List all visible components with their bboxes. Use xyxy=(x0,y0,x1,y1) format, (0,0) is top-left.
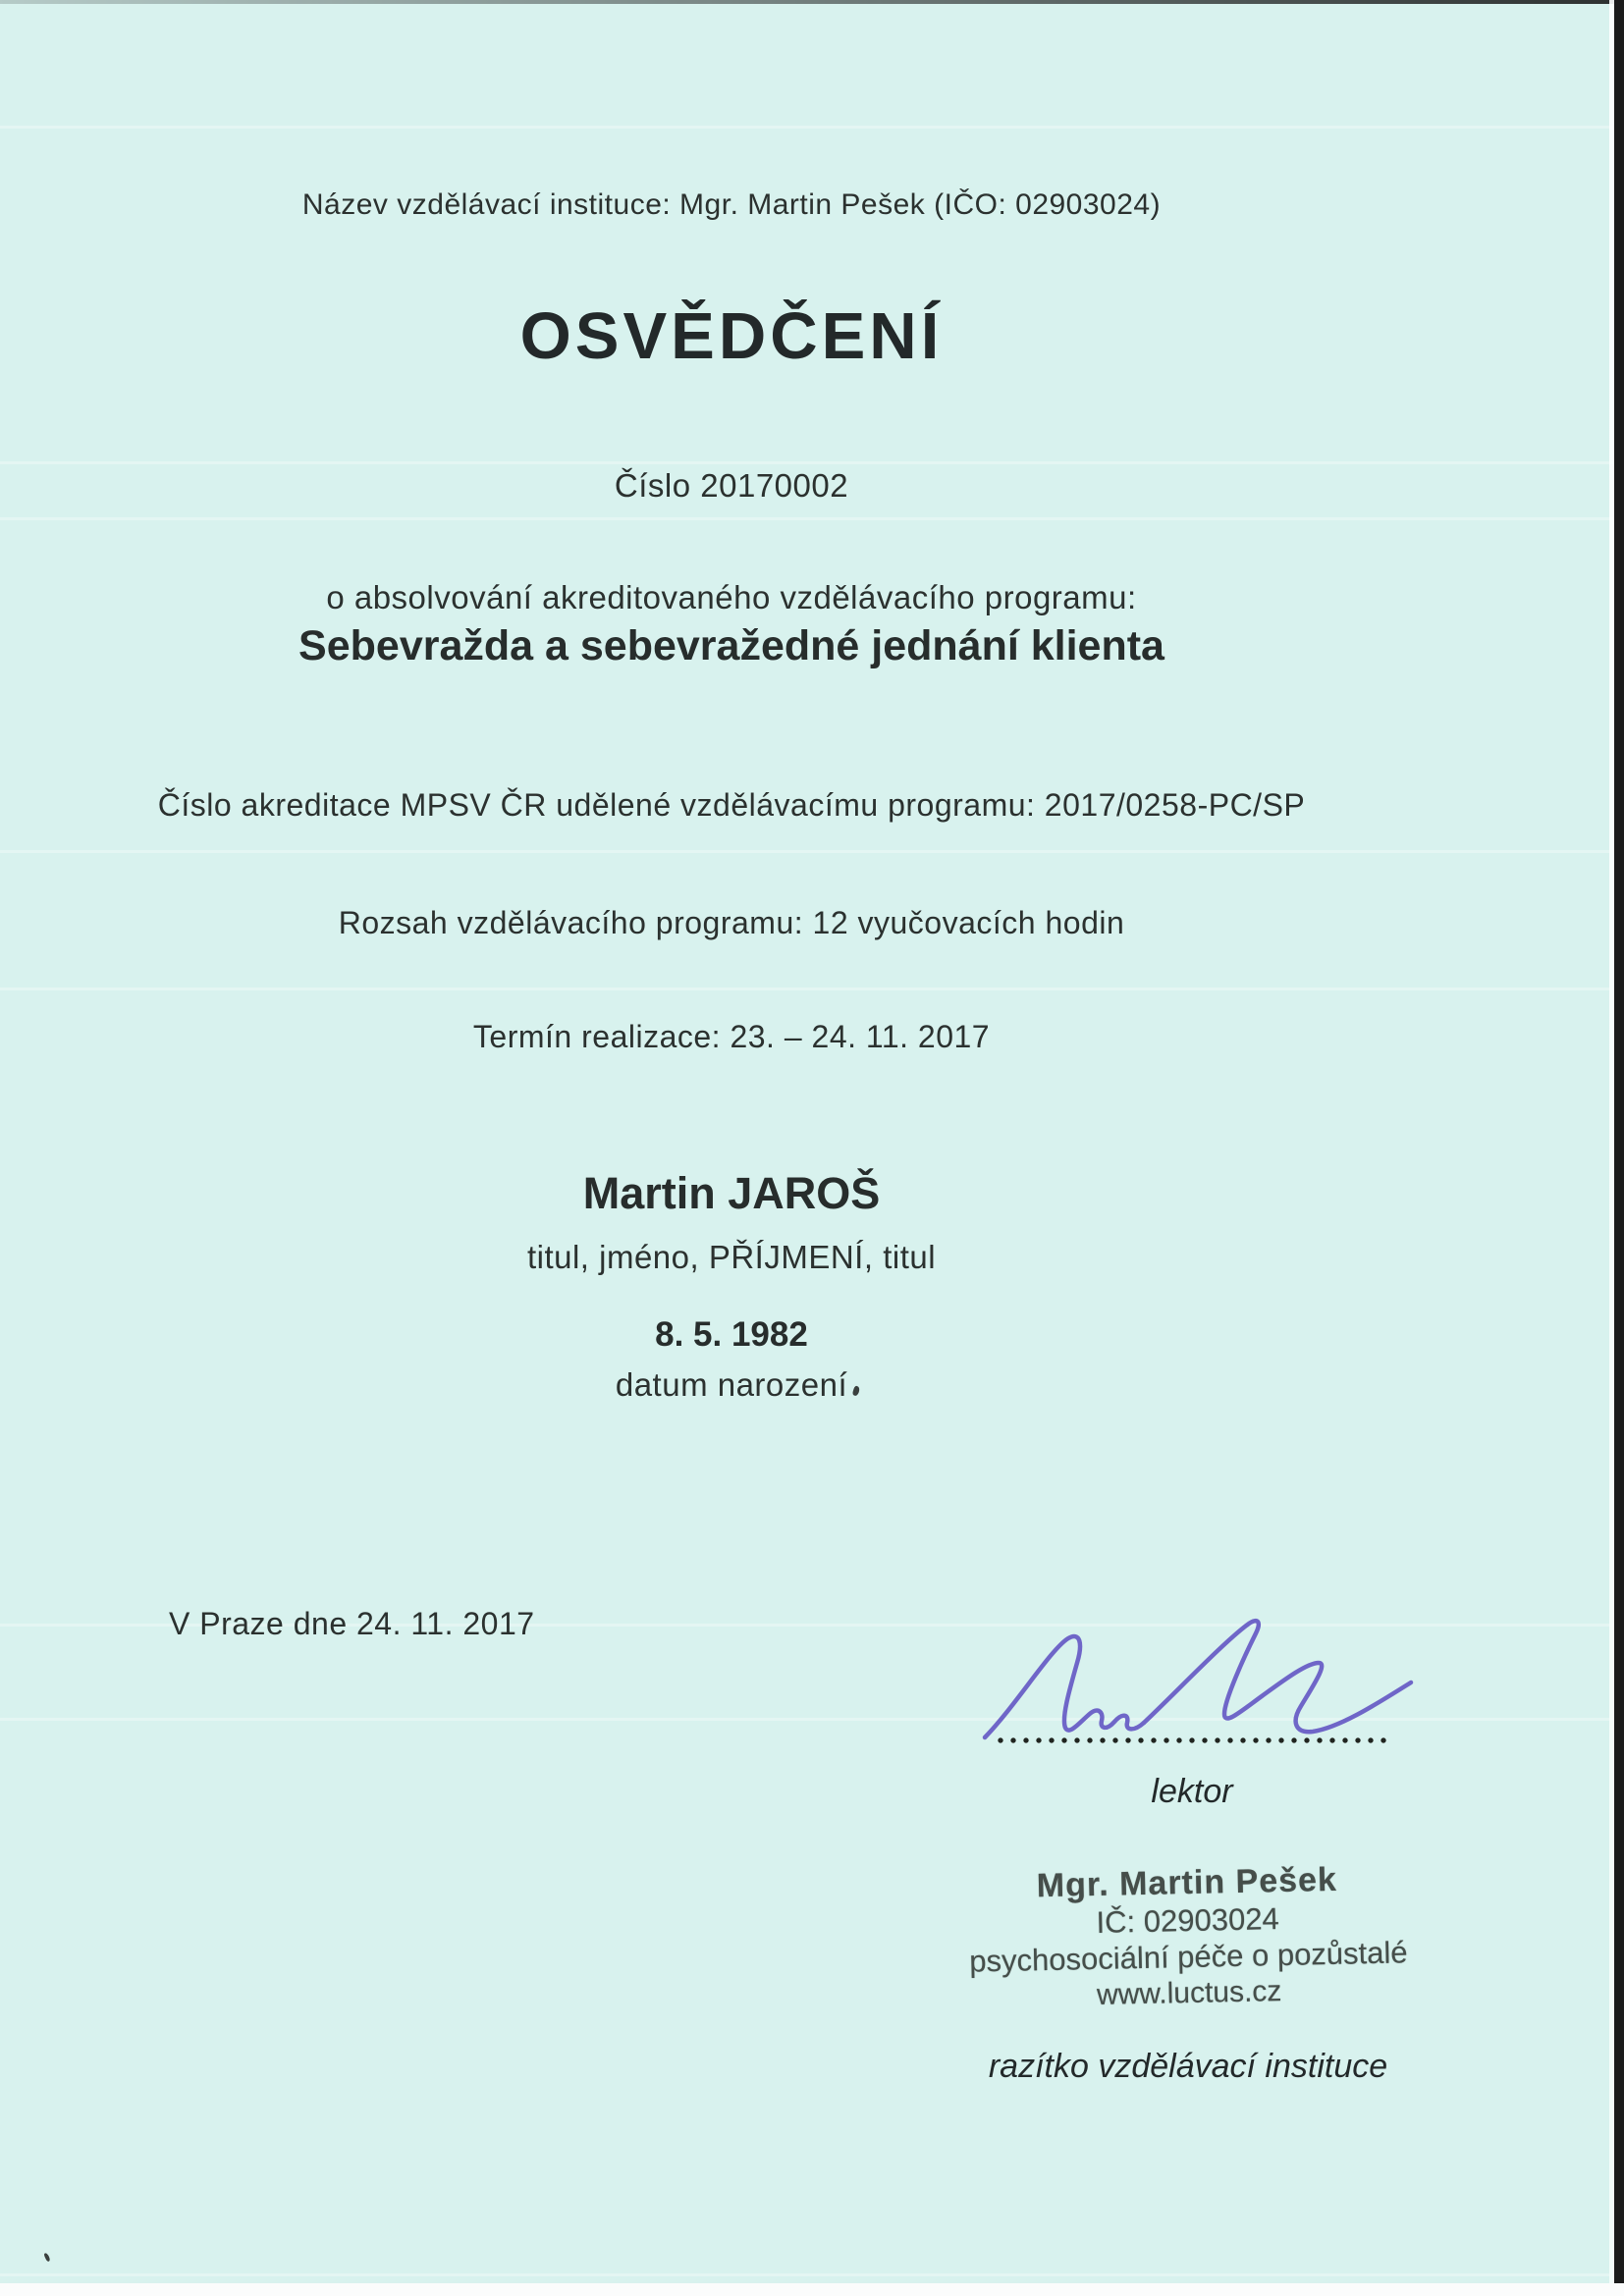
institution-header: Název vzdělávací instituce: Mgr. Martin Pešek (IČO: 02903024) xyxy=(301,188,1162,221)
stamp-description: psychosociální péče o pozůstalé xyxy=(968,1935,1408,1979)
scan-right-edge xyxy=(1614,0,1624,2296)
scan-line xyxy=(0,126,1624,129)
signature-dotted-line xyxy=(998,1737,1386,1743)
scan-line xyxy=(0,461,1624,464)
participant-birth-caption: datum narození xyxy=(615,1366,848,1403)
scan-line xyxy=(0,2273,1624,2276)
scan-line xyxy=(0,850,1624,853)
scan-bottom-strip xyxy=(0,2283,1624,2296)
scan-line xyxy=(0,517,1624,520)
realization-date-line: Termín realizace: 23. – 24. 11. 2017 xyxy=(472,1019,991,1054)
signature-role-label: lektor xyxy=(1151,1773,1233,1810)
scope-line: Rozsah vzdělávacího programu: 12 vyučovacích hodin xyxy=(338,905,1125,940)
participant-name: Martin JAROŠ xyxy=(582,1168,881,1218)
stamp-name: Mgr. Martin Pešek xyxy=(1036,1860,1338,1905)
certificate-number: Číslo 20170002 xyxy=(614,467,849,504)
institution-stamp xyxy=(931,1858,1444,2017)
program-name: Sebevražda a sebevražedné jednání klienta xyxy=(298,622,1164,669)
stamp-ic: IČ: 02903024 xyxy=(1096,1901,1280,1940)
issue-place-date: V Praze dne 24. 11. 2017 xyxy=(169,1606,535,1641)
certificate-title: OSVĚDČENÍ xyxy=(519,299,944,373)
stamp-website: www.luctus.cz xyxy=(1096,1975,1282,2011)
stamp-caption: razítko vzdělávací instituce xyxy=(988,2048,1388,2085)
scan-line xyxy=(0,988,1624,990)
scan-top-edge xyxy=(0,0,1624,4)
accreditation-line: Číslo akreditace MPSV ČR udělené vzdělávacímu programu: 2017/0258-PC/SP xyxy=(157,787,1306,823)
participant-name-caption: titul, jméno, PŘÍJMENÍ, titul xyxy=(526,1239,937,1275)
program-intro: o absolvování akreditovaného vzdělávacího programu: xyxy=(326,579,1137,615)
participant-birth-date: 8. 5. 1982 xyxy=(655,1315,808,1354)
scan-speck xyxy=(43,2253,50,2263)
